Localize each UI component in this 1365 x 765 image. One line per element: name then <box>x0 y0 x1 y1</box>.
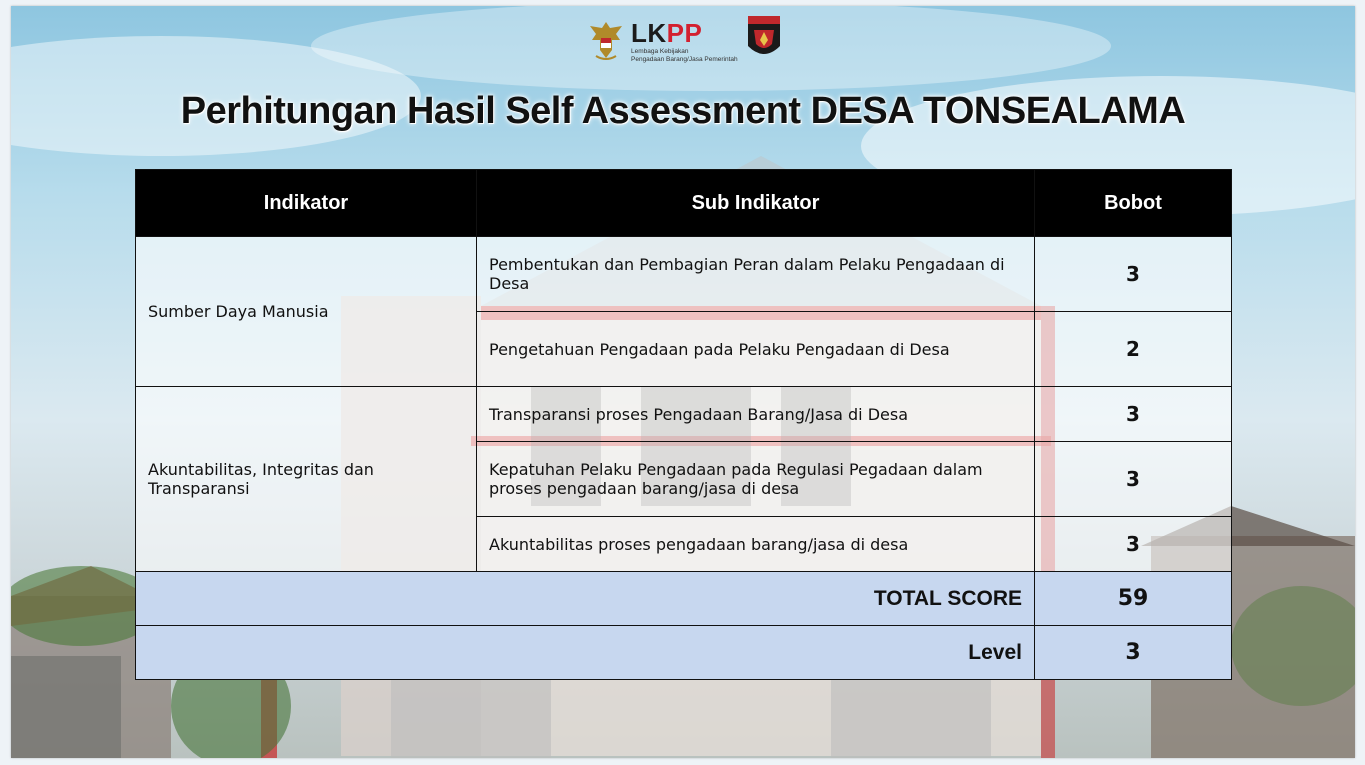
level-row <box>136 626 1232 680</box>
garuda-emblem-icon <box>586 18 626 62</box>
minahasa-emblem-icon <box>746 16 782 62</box>
indikator-cell: Sumber Daya Manusia <box>136 237 477 387</box>
sub-indikator-cell: Kepatuhan Pelaku Pengadaan pada Regulasi Pegadaan dalam proses pengadaan barang/jasa di desa <box>477 442 1035 517</box>
level-value: 3 <box>1035 626 1232 680</box>
sub-indikator-cell: Transparansi proses Pengadaan Barang/Jasa di Desa <box>477 387 1035 442</box>
sub-indikator-cell: Pembentukan dan Pembagian Peran dalam Pelaku Pengadaan di Desa <box>477 237 1035 312</box>
lkpp-subtitle-line2: Pengadaan Barang/Jasa Pemerintah <box>631 56 738 63</box>
bobot-cell: 3 <box>1035 237 1232 312</box>
sub-indikator-cell: Pengetahuan Pengadaan pada Pelaku Pengadaan di Desa <box>477 312 1035 387</box>
lkpp-brand-pp: PP <box>666 18 703 48</box>
column-header-bobot: Bobot <box>1035 170 1232 237</box>
slide <box>11 6 1355 758</box>
sub-indikator-cell: Akuntabilitas proses pengadaan barang/jasa di desa <box>477 517 1035 572</box>
indikator-cell: Akuntabilitas, Integritas dan Transparansi <box>136 387 477 572</box>
table-header-row <box>136 170 1232 237</box>
page-title: Perhitungan Hasil Self Assessment DESA TONSEALAMA <box>180 90 1186 132</box>
bobot-cell: 3 <box>1035 517 1232 572</box>
level-label: Level <box>136 626 1035 680</box>
bobot-cell: 3 <box>1035 442 1232 517</box>
table-row <box>136 237 1232 312</box>
logo-area <box>586 16 816 66</box>
column-header-sub-indikator: Sub Indikator <box>477 170 1035 237</box>
total-score-value: 59 <box>1035 572 1232 626</box>
bobot-cell: 2 <box>1035 312 1232 387</box>
assessment-table <box>135 169 1232 680</box>
bobot-cell: 3 <box>1035 387 1232 442</box>
table-row <box>136 387 1232 442</box>
lkpp-brand-lk: LK <box>631 18 667 48</box>
lkpp-subtitle-line1: Lembaga Kebijakan <box>631 48 689 55</box>
column-header-indikator: Indikator <box>136 170 477 237</box>
lkpp-logo <box>631 20 738 64</box>
total-score-label: TOTAL SCORE <box>136 572 1035 626</box>
total-score-row <box>136 572 1232 626</box>
